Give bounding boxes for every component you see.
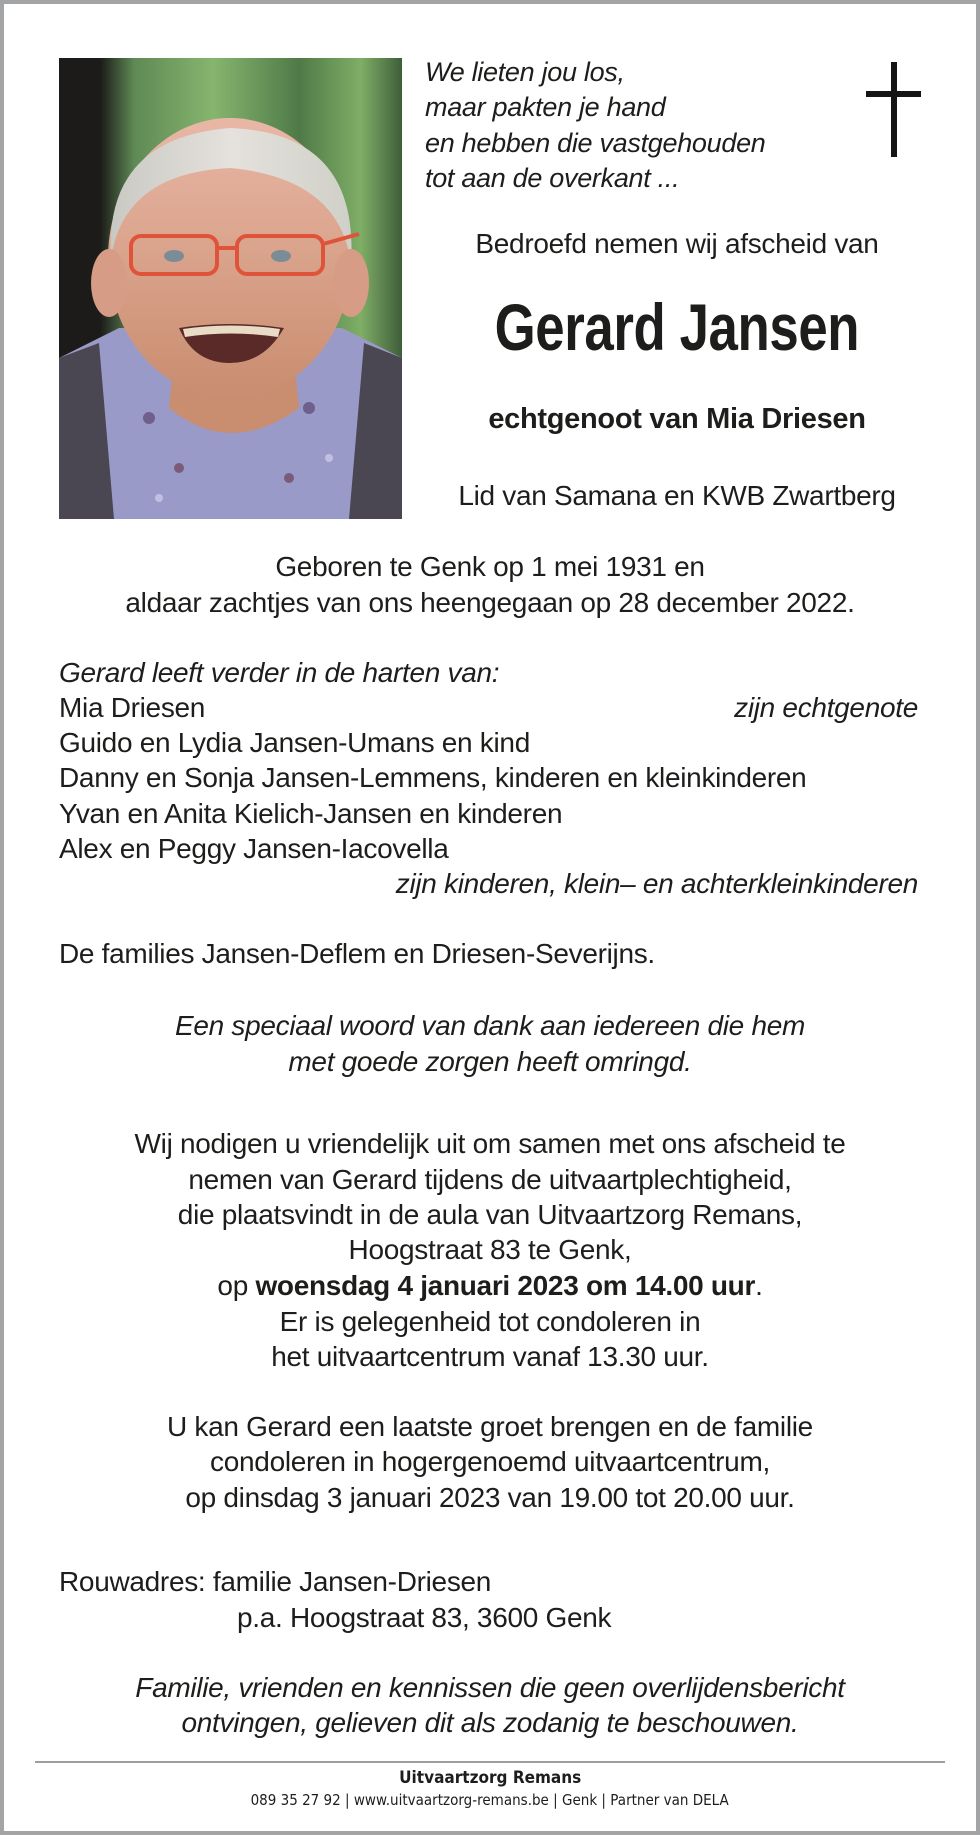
family-child: Alex en Peggy Jansen-Iacovella [59,833,449,864]
thanks-line: met goede zorgen heeft omringd. [288,1046,692,1077]
membership-line: Lid van Samana en KWB Zwartberg [458,480,896,511]
deceased-name: Gerard Jansen [494,290,860,364]
visitation-line: U kan Gerard een laatste groet brengen en de familie [167,1411,813,1442]
funeral-home-contact: 089 35 27 92 | www.uitvaartzorg-remans.be | Genk | Partner van DELA [250,1791,730,1809]
family-intro: Gerard leeft verder in de harten van: [59,657,500,688]
poem-line: maar pakten je hand [425,92,666,122]
notice-line: ontvingen, gelieven dit als zodanig te beschouwen. [181,1707,799,1738]
footer-divider [35,1761,945,1763]
portrait-photo [59,58,402,519]
family-spouse-name: Mia Driesen [59,692,206,723]
thanks-line: Een speciaal woord van dank aan iedereen die hem [174,1010,806,1041]
mourning-address-line2: p.a. Hoogstraat 83, 3600 Genk [237,1602,612,1633]
invitation-line: nemen van Gerard tijdens de uitvaartplechtigheid, [188,1164,792,1195]
poem-line: tot aan de overkant ... [425,163,680,193]
visitation-line: op dinsdag 3 januari 2023 van 19.00 tot 20.00 uur. [185,1482,795,1513]
mourning-address-line1: Rouwadres: familie Jansen-Driesen [59,1566,492,1597]
funeral-datetime: op woensdag 4 januari 2023 om 14.00 uur. [217,1270,763,1301]
condolence-line: Er is gelegenheid tot condoleren in [279,1306,701,1337]
funeral-home-name: Uitvaartzorg Remans [398,1768,582,1788]
family-child: Danny en Sonja Jansen-Lemmens, kinderen en kleinkinderen [59,762,807,793]
family-child: Yvan en Anita Kielich-Jansen en kinderen [59,798,563,829]
spouse-line: echtgenoot van Mia Driesen [488,403,866,435]
intro-text: Bedroefd nemen wij afscheid van [475,228,879,259]
family-spouse-role: zijn echtgenote [734,692,918,723]
invitation-line: Wij nodigen u vriendelijk uit om samen met ons afscheid te [134,1128,846,1159]
poem-line: We lieten jou los, [425,57,625,87]
family-children-role: zijn kinderen, klein– en achterkleinkinderen [395,868,918,899]
extended-families: De families Jansen-Deflem en Driesen-Severijns. [59,938,655,969]
visitation-line: condoleren in hogergenoemd uitvaartcentrum, [210,1446,770,1477]
invitation-line: die plaatsvindt in de aula van Uitvaartzorg Remans, [177,1199,803,1230]
invitation-line: Hoogstraat 83 te Genk, [348,1234,632,1265]
family-child: Guido en Lydia Jansen-Umans en kind [59,727,530,758]
condolence-line: het uitvaartcentrum vanaf 13.30 uur. [271,1341,709,1372]
death-line: aldaar zachtjes van ons heengegaan op 28 december 2022. [125,587,855,618]
funeral-datetime-bold: woensdag 4 januari 2023 om 14.00 uur [255,1270,756,1301]
birth-line: Geboren te Genk op 1 mei 1931 en [275,551,705,582]
poem-line: en hebben die vastgehouden [425,128,766,158]
notice-line: Familie, vrienden en kennissen die geen overlijdensbericht [135,1672,845,1703]
portrait-illustration [59,58,402,519]
